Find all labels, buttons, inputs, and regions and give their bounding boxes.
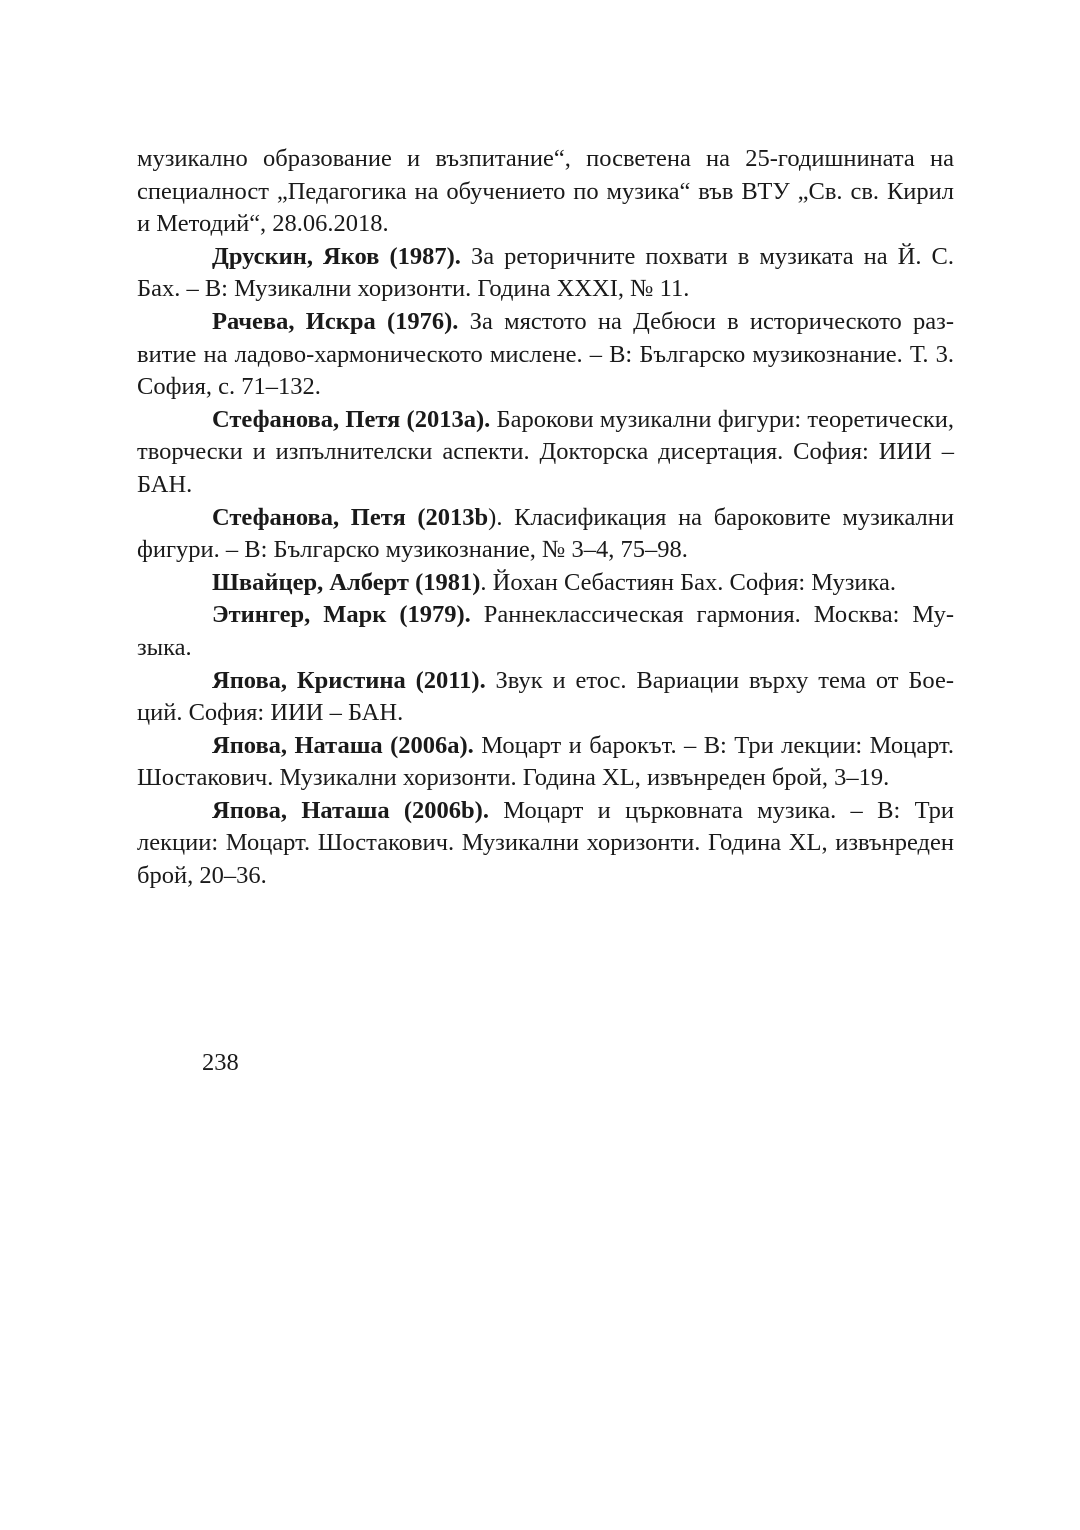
- reference-text: Моцарт и църковната музика. – В: Три лекции: Моцарт. Шостакович. Музикални хоризонти. Година XL, извънреден брой, 20–36.: [137, 796, 954, 890]
- reference-text: ). Класификация на бароковите музикални фигури. – В: Българско музикознание, № 3–4, 75–98.: [137, 503, 954, 564]
- reference-author: Япова, Кристина (2011).: [212, 666, 486, 694]
- reference-text: Звук и етос. Вариации върху тема от Боеций. София: ИИИ – БАН.: [137, 666, 954, 727]
- reference-author: Стефанова, Петя (2013a).: [212, 405, 491, 433]
- reference-entry: [137, 404, 954, 502]
- reference-text: За мястото на Дебюси в историческото развитие на ладово-хармоническото мислене. – В: Българско музикознание. Т. 3. София, с. 71–132.: [137, 307, 954, 401]
- reference-author: Япова, Наташа (2006b).: [212, 796, 489, 824]
- reference-continuation: музикално образование и възпитание“, посветена на 25-годишнината на специалност „Педагогика на обучението по музика“ във ВТУ „Св. св. Кирил и Методий“, 28.06.2018.: [137, 145, 954, 238]
- page-number: 238: [202, 1049, 239, 1076]
- reference-author: Япова, Наташа (2006a).: [212, 731, 474, 759]
- reference-author: Этингер, Марк (1979).: [212, 601, 471, 629]
- reference-entry: [137, 599, 954, 664]
- reference-entry: [137, 306, 954, 404]
- reference-entry: [137, 665, 954, 730]
- reference-entry: [137, 730, 954, 795]
- reference-entry: [137, 567, 954, 600]
- reference-text: Моцарт и барокът. – В: Три лекции: Моцарт. Шостакович. Музикални хоризонти. Година XL, извънреден брой, 3–19.: [137, 731, 954, 792]
- reference-text: . Йохан Себастиян Бах. София: Музика.: [480, 568, 897, 596]
- reference-text: Раннеклассическая гармония. Москва: Музыка.: [137, 601, 955, 661]
- reference-text: За реторичните похвати в музиката на Й. С. Бах. – В: Музикални хоризонти. Година XXXI, № 11.: [137, 242, 955, 303]
- reference-author: Швайцер, Алберт (1981): [212, 568, 481, 596]
- reference-author: Друскин, Яков (1987).: [212, 242, 461, 270]
- reference-author: Стефанова, Петя (2013b: [212, 503, 489, 531]
- reference-author: Рачева, Искра (1976).: [212, 307, 459, 335]
- reference-text: Барокови музикални фигури: теоретически, творчески и изпълнителски аспекти. Докторска дисертация. София: ИИИ – БАН.: [137, 405, 954, 498]
- reference-entry: [137, 795, 954, 893]
- bibliography: [137, 143, 954, 893]
- reference-entry: [137, 502, 954, 567]
- reference-entry: [137, 241, 954, 306]
